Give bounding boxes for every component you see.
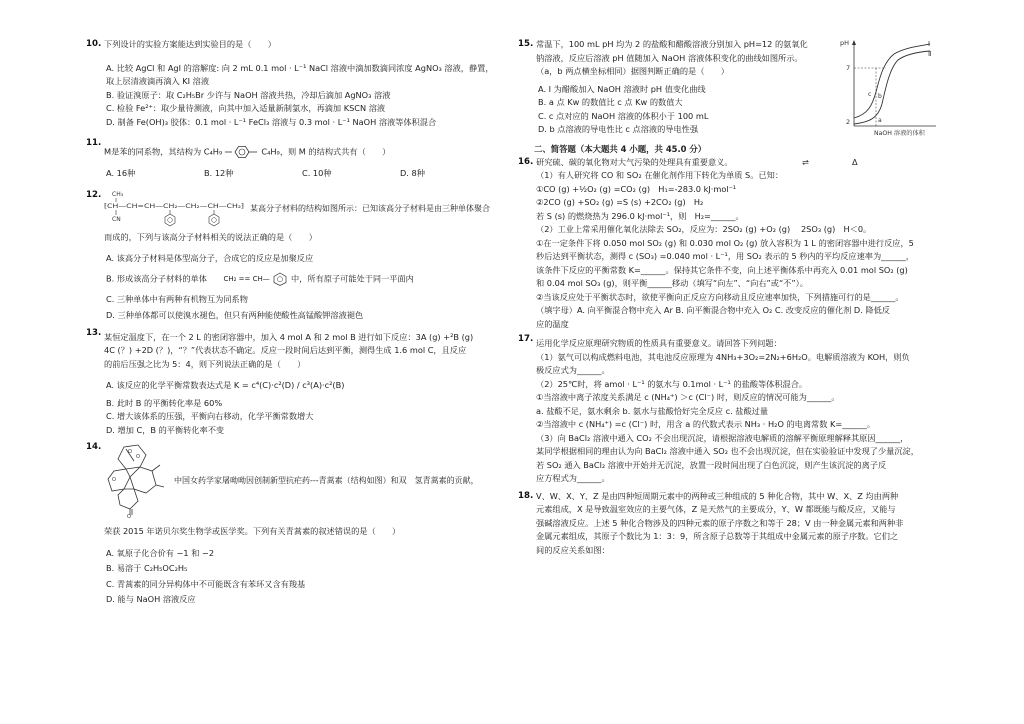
equation-1: ①CO (g) +½O₂ (g) =CO₂ (g) H₁=-283.0 kJ·mol⁻¹ <box>536 183 737 194</box>
question-number: 10. <box>86 39 102 49</box>
tick-7: 7 <box>846 64 851 72</box>
question-12 <box>86 189 506 323</box>
question-stem-cont: 荣获 2015 年诺贝尔奖生物学或医学奖。下列有关青蒿素的叙述错误的是（ ） <box>104 526 401 536</box>
tick-2: 2 <box>846 118 851 126</box>
sub-question-text: （3）向 BaCl₂ 溶液中通入 CO₂ 不会出现沉淀，请根据溶液电解质的溶解平衡原理解释其原因______， <box>536 432 909 443</box>
heat-symbol: Δ <box>852 156 858 167</box>
question-stem-cont: 的前后压强之比为 5：4，则下列说法正确的是（ ） <box>104 358 306 369</box>
question-number: 15. <box>518 39 534 49</box>
svg-text:O: O <box>128 449 132 455</box>
question-13 <box>86 327 506 438</box>
point-b-label: b <box>878 93 882 100</box>
sub-question-text: ②当溶液中 c (NH₄⁺) =c (Cl⁻) 时，用含 a 的代数式表示 NH₃ · H₂O 的电离常数 K=______。 <box>536 419 876 429</box>
question-stem-cont: 强碱溶液反应。上述 5 种化合物涉及的四种元素的原子序数之和等于 28；V 由一种金属元素和两种非 <box>536 517 904 528</box>
option-b: B. 此时 B 的平衡转化率是 60% <box>106 397 223 408</box>
sub-question-2: （2）工业上常采用催化氧化法除去 SO₂，反应为：2SO₂ (g) +O₂ (g) 2SO₃ (g) H＜0。 <box>536 224 872 234</box>
sub-question-text: 应方程式为______。 <box>536 473 610 483</box>
question-stem: 研究硫、碳的氧化物对大气污染的处理具有重要意义。 <box>536 156 733 167</box>
left-column <box>86 36 506 607</box>
polymer-diagram <box>104 189 246 229</box>
sub-question-text: ①当溶液中离子浓度关系满足 c (NH₄⁺) ＞c (Cl⁻) 时，则反应的情况可能为______。 <box>536 392 840 402</box>
option-b: B. 12种 <box>204 168 234 178</box>
question-17 <box>518 333 948 486</box>
option-b: B. 易溶于 C₂H₅OC₂H₅ <box>106 563 188 573</box>
option-b: B. 验证溴原子：取 C₂H₅Br 少许与 NaOH 溶液共热，冷却后滴加 AgNO₃ 溶液 <box>106 89 391 100</box>
curve-i-label: Ⅰ <box>928 40 931 48</box>
option-c: C. c 点对应的 NaOH 溶液的体积小于 100 mL <box>538 110 709 121</box>
sub-question-text: ②当该反应处于平衡状态时，欲使平衡向正反应方向移动且反应速率加快，下列措施可行的是______。 <box>536 291 904 302</box>
polymer-structure <box>104 189 506 227</box>
sub-question-text: 秒后达到平衡状态，测得 c (SO₃) =0.040 mol · L⁻¹，用 SO₂ 表示的 5 秒内的平均反应速率为______， <box>536 251 914 261</box>
option-c: C. 10种 <box>302 168 332 178</box>
question-stem-cont: 钠溶液，反应后溶液 pH 值随加入 NaOH 溶液体积变化的曲线如图所示。 <box>536 52 803 63</box>
svg-text:O: O <box>112 477 116 483</box>
question-stem: V、W、X、Y、Z 是由四种短周期元素中的两种或三种组成的 5 种化合物，其中 W、X、Z 均由两种 <box>536 490 899 501</box>
question-number: 12. <box>86 189 102 200</box>
sub-question-text: （1）氨气可以构成燃料电池，其电池反应原理为 4NH₃+3O₂=2N₂+6H₂O。电解质溶液为 KOH，则负 <box>536 351 910 362</box>
question-10 <box>86 38 506 129</box>
stem-part: C₄H₉，则 M 的结构式共有（ ） <box>261 146 391 157</box>
benzene-ring-icon <box>225 145 259 159</box>
option-a: A. 氧原子化合价有 −1 和 −2 <box>106 547 215 558</box>
question-14 <box>86 441 506 607</box>
svg-text:O: O <box>136 454 140 460</box>
option-c: C. 增大该体系的压强，平衡向右移动，化学平衡常数增大 <box>106 411 314 421</box>
question-11 <box>86 137 506 181</box>
option-a: A. 16种 <box>106 168 136 178</box>
question-stem-cont: 而成的，下列与该高分子材料相关的说法正确的是（ ） <box>104 231 317 242</box>
question-number: 18. <box>518 490 534 501</box>
option-c: C. 青蒿素的同分异构体中不可能既含有苯环又含有羧基 <box>106 578 306 589</box>
right-column <box>518 36 948 557</box>
option-d: D. 三种单体都可以使溴水褪色，但只有两种能使酸性高锰酸钾溶液褪色 <box>106 310 364 320</box>
sub-question-text: （2）25℃时，将 amol · L⁻¹ 的氨水与 0.1mol · L⁻¹ 的盐酸等体积混合。 <box>536 378 808 389</box>
question-stem: 中国女药学家屠呦呦因创制新型抗疟药---青蒿素（结构如图）和双 氢青蒿素的贡献， <box>174 476 479 485</box>
sub-question-text: 若 SO₂ 通入 BaCl₂ 溶液中开始并无沉淀，放置一段时间出现了白色沉淀，则产生该沉淀的离子反 <box>536 459 887 470</box>
question-stem: 常温下，100 mL pH 均为 2 的盐酸和醋酸溶液分别加入 pH=12 的氨氧化 <box>536 39 808 49</box>
option-a: A. 比较 AgCl 和 AgI 的溶解度: 向 2 mL 0.1 mol · L⁻¹ NaCl 溶液中滴加数滴同浓度 AgNO₃ 溶液，静置， <box>106 62 494 73</box>
question-stem: 某高分子材料的结构如图所示：已知该高分子材料是由三种单体聚合 <box>250 203 490 213</box>
question-15 <box>518 38 948 137</box>
question-stem-cont: 间的反应关系如图： <box>536 544 610 555</box>
option-a: A. 该反应的化学平衡常数表达式是 K = c⁴(C)·c²(D) / c³(A)·c²(B) <box>106 380 345 390</box>
cn-label: CN <box>112 215 121 223</box>
sub-question-1: （1）有人研究将 CO 和 SO₂ 在催化剂作用下转化为单质 S。已知： <box>536 170 784 180</box>
section-heading: 二、简答题（本大题共 4 小题，共 45.0 分） <box>534 143 707 154</box>
ph-titration-graph <box>840 38 940 138</box>
question-stem: 运用化学反应原理研究物质的性质具有重要意义。请回答下列问题： <box>536 338 782 348</box>
option-d: D. 制备 Fe(OH)₃ 胶体：0.1 mol · L⁻¹ FeCl₃ 溶液与 0.3 mol · L⁻¹ NaOH 溶液等体积混合 <box>106 116 437 127</box>
sub-question-text: ①在一定条件下将 0.050 mol SO₂ (g) 和 0.030 mol O₂ (g) 放入容积为 1 L 的密闭容器中进行反应，5 <box>536 237 914 248</box>
question-stem: 某恒定温度下，在一个 2 L 的密闭容器中，加入 4 mol A 和 2 mol B 进行如下反应：3A (g) +²B (g) <box>104 331 474 342</box>
curve-i <box>854 44 930 118</box>
point-a-label: a <box>878 117 882 124</box>
sub-question-text: 若 S (s) 的燃烧热为 296.0 kJ·mol⁻¹，则 H₂=______。 <box>536 210 744 221</box>
option-d: D. 能与 NaOH 溶液反应 <box>106 594 196 604</box>
sub-question-text: 极反应式为______。 <box>536 365 610 375</box>
sub-question-text: a. 盐酸不足，氨水剩余 b. 氨水与盐酸恰好完全反应 c. 盐酸过量 <box>536 405 769 416</box>
question-number: 17. <box>518 334 534 344</box>
option-a-cont: 取上层清液滴再滴入 KI 溶液 <box>106 76 210 86</box>
question-stem <box>104 145 506 159</box>
option-b-text: B. 形成该高分子材料的单体 <box>106 273 207 283</box>
monomer-formula: CH₂ == CH— <box>223 275 270 283</box>
option-c: C. 三种单体中有两种有机物互为同系物 <box>106 293 248 304</box>
artemisinin-block <box>104 441 506 523</box>
sub-question-text: （填字母）A. 向平衡混合物中充入 Ar B. 向平衡混合物中充入 O₂ C. 改变反应的催化剂 D. 降低反 <box>536 305 890 315</box>
polymer-chain: ⁅CH—CH=CH—CH₂—CH₂—CH—CH₂⁆ <box>104 202 244 210</box>
question-number: 14. <box>86 442 102 452</box>
question-stem-cont: 金属元素组成，其原子个数比为 1：3：9，所含原子总数等于其组成中金属元素的原子序数。它们之 <box>536 531 899 541</box>
option-c: C. 检验 Fe²⁺：取少量待测液，向其中加入适量新制氯水，再滴加 KSCN 溶液 <box>106 103 386 113</box>
question-stem-cont: 元素组成，X 是导致温室效应的主要气体，Z 是天然气的主要成分，Y、W 都既能与酸反应，又能与 <box>536 504 896 514</box>
svg-text:O: O <box>127 514 131 519</box>
option-a: A. Ⅰ 为醋酸加入 NaOH 溶液时 pH 值变化曲线 <box>538 83 706 94</box>
sub-question-text: 和 0.04 mol SO₃ (g)，则平衡______移动（填写“向左”、“向右”或“不”）。 <box>536 278 808 288</box>
question-16 <box>518 156 948 332</box>
question-stem: 下列设计的实验方案能达到实验目的是（ ） <box>104 39 276 49</box>
artemisinin-structure-icon <box>104 441 170 519</box>
equilibrium-symbol: ⇌ <box>802 156 809 167</box>
y-axis-label: pH <box>840 39 850 47</box>
option-b-text-cont: 中，所有原子可能处于同一平面内 <box>291 273 414 283</box>
equation-2: ②2CO (g) +SO₂ (g) =S (s) +2CO₂ (g) H₂ <box>536 197 704 207</box>
stem-part: M是苯的同系物，其结构为 C₄H₉ <box>104 146 223 157</box>
question-number: 11. <box>86 138 102 148</box>
curve-ii-label: Ⅱ <box>928 50 932 58</box>
option-a: A. 该高分子材料是体型高分子，合成它的反应是加聚反应 <box>106 253 314 263</box>
option-d: D. 8种 <box>400 168 425 178</box>
benzene-ring-icon <box>272 272 288 286</box>
question-stem-cont: （a，b 两点横坐标相同）据图判断正确的是（ ） <box>536 66 729 76</box>
question-number: 16. <box>518 156 534 167</box>
option-b <box>104 272 506 287</box>
question-18 <box>518 490 948 558</box>
sub-question-text: 应的温度 <box>536 318 569 329</box>
sub-question-text: 某同学根据相同的理由认为向 BaCl₂ 溶液中通入 SO₂ 也不会出现沉淀，但在实验验证中发现了少量沉淀， <box>536 446 919 456</box>
option-d: D. b 点溶液的导电性比 c 点溶液的导电性强 <box>538 124 699 134</box>
option-b: B. a 点 Kw 的数值比 c 点 Kw 的数值大 <box>538 97 683 107</box>
point-c-label: c <box>868 91 872 98</box>
option-d: D. 增加 C，B 的平衡转化率不变 <box>106 424 225 435</box>
x-axis-label: NaOH 溶液的体积 <box>874 130 925 137</box>
question-stem-cont: 4C (？) +2D (？)，“？”代表状态不确定。反应一段时间后达到平衡，测得生成 1.6 mol C，且反应 <box>104 345 467 355</box>
ch3-label: CH₃ <box>112 190 124 198</box>
question-number: 13. <box>86 327 102 338</box>
sub-question-text: 该条件下反应的平衡常数 K=______。保持其它条件不变，向上述平衡体系中再充入 0.01 mol SO₂ (g) <box>536 264 908 275</box>
curve-ii <box>854 51 930 124</box>
